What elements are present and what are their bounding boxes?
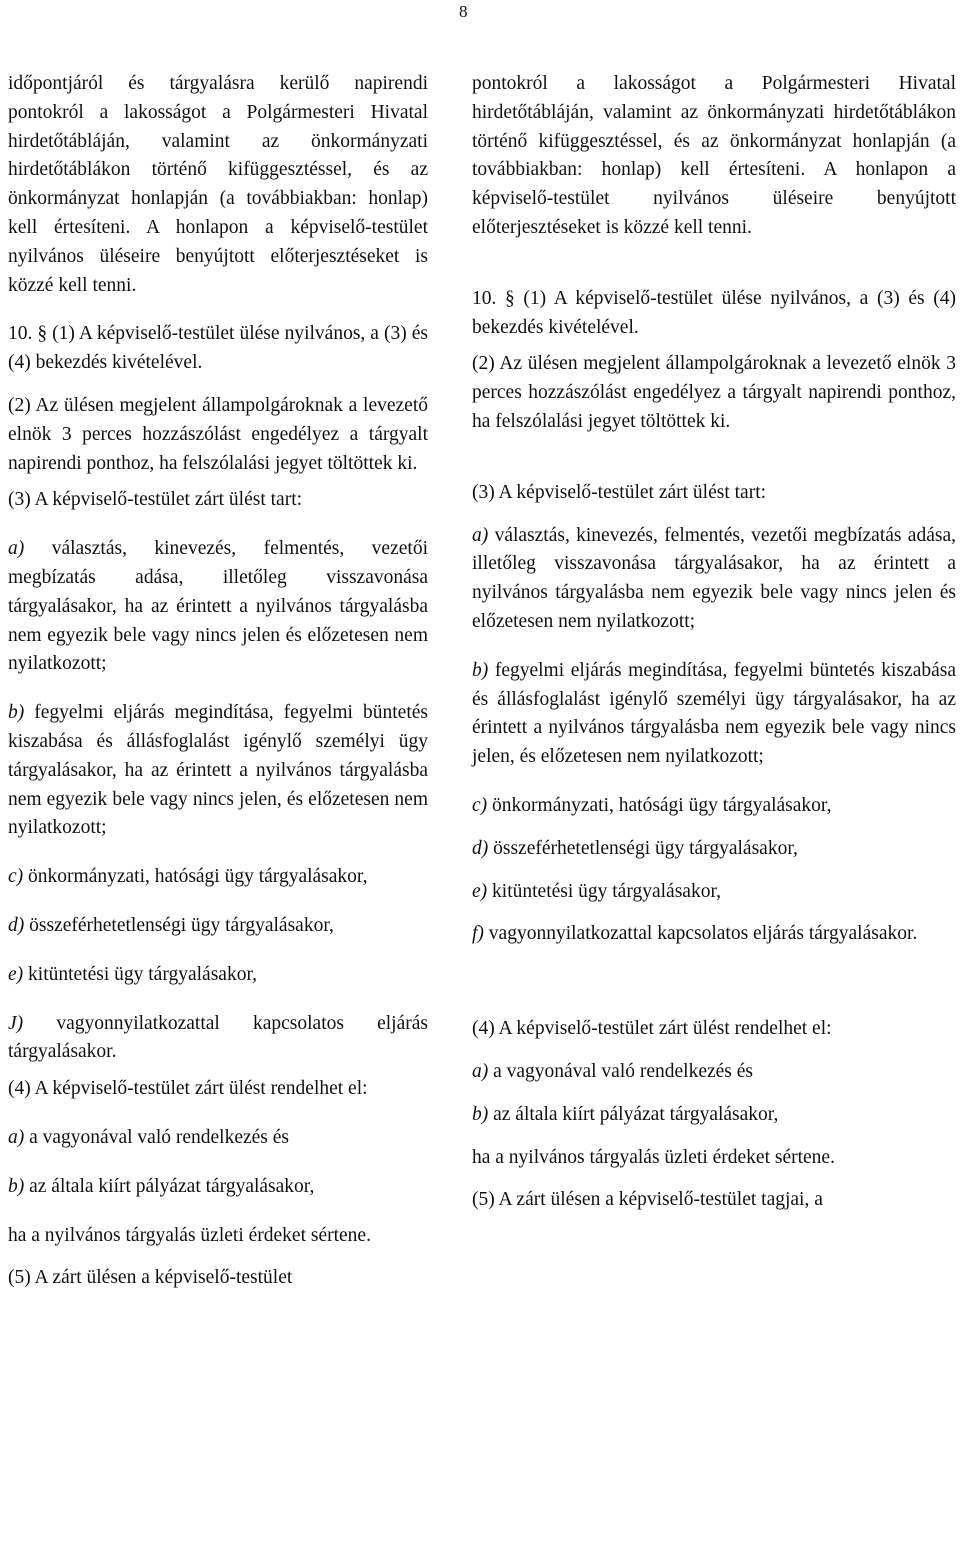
item-text: önkormányzati, hatósági ügy tárgyalásakor, <box>28 866 368 888</box>
list-item-c <box>8 863 428 892</box>
item-text: választás, kinevezés, felmentés, vezetői megbízatás adása, illetőleg visszavonása tárgyalásakor, ha az érintett a nyilvános tárgyalásba nem egyezik bele vagy nincs jelen és előzetesen nem nyilatkozott; <box>8 538 428 675</box>
list-item-f <box>472 920 956 949</box>
item-label: b) <box>472 659 489 681</box>
paragraph-4-item-a <box>472 1058 956 1087</box>
list-item-e <box>8 961 428 990</box>
section-10-paragraph-5: (5) A zárt ülésen a képviselő-testület tagjai, a <box>472 1189 823 1211</box>
item-text: kitüntetési ügy tárgyalásakor, <box>492 880 722 902</box>
item-label: e) <box>472 880 488 902</box>
item-label: f) <box>472 923 484 945</box>
item-label: a) <box>8 538 25 560</box>
item-text: a vagyonával való rendelkezés és <box>493 1060 754 1082</box>
section-10-paragraph-2: (2) Az ülésen megjelent állampolgároknak a levezető elnök 3 perces hozzászólást engedélyez a tárgyalt napirendi ponthoz, ha felszólalási jegyet töltöttek ki. <box>8 394 428 474</box>
item-text: fegyelmi eljárás megindítása, fegyelmi büntetés kiszabása és állásfoglalást igénylő személyi ügy tárgyalásakor, ha az érintett a nyilvános tárgyalásba nem egyezik bele vagy nincs jelen, és előzetesen nem nyilatkozott; <box>8 702 428 839</box>
list-item-j <box>8 1010 428 1068</box>
left-column <box>8 70 428 1293</box>
item-text: önkormányzati, hatósági ügy tárgyalásakor, <box>492 794 832 816</box>
item-text: vagyonnyilatkozattal kapcsolatos eljárás tárgyalásakor. <box>8 1012 428 1063</box>
section-10-paragraph-1: 10. § (1) A képviselő-testület ülése nyilvános, a (3) és (4) bekezdés kivételével. <box>472 287 956 338</box>
item-text: kitüntetési ügy tárgyalásakor, <box>28 963 258 985</box>
item-text: a vagyonával való rendelkezés és <box>29 1126 290 1148</box>
paragraph-4-item-b <box>472 1101 956 1130</box>
section-10-paragraph-3: (3) A képviselő-testület zárt ülést tart: <box>8 489 303 511</box>
list-item-a <box>8 535 428 679</box>
section-10-paragraph-4: (4) A képviselő-testület zárt ülést rendelhet el: <box>8 1078 368 1100</box>
paragraph-4-tail: ha a nyilvános tárgyalás üzleti érdeket sértene. <box>472 1146 835 1168</box>
section-10-paragraph-2: (2) Az ülésen megjelent állampolgároknak a levezető elnök 3 perces hozzászólást engedélyez a tárgyalt napirendi ponthoz, ha felszólalási jegyet töltöttek ki. <box>472 353 956 432</box>
right-column <box>472 70 956 1215</box>
item-label: a) <box>472 524 489 546</box>
list-item-d <box>8 912 428 941</box>
item-label: e) <box>8 963 24 985</box>
list-item-e <box>472 878 956 907</box>
item-label: b) <box>472 1103 489 1125</box>
item-label: b) <box>8 702 25 724</box>
section-10-paragraph-3: (3) A képviselő-testület zárt ülést tart: <box>472 481 767 503</box>
list-item-a <box>472 522 956 637</box>
paragraph-4-item-b <box>8 1173 428 1202</box>
item-label: b) <box>8 1175 25 1197</box>
paragraph-4-item-a <box>8 1124 428 1153</box>
item-label: a) <box>472 1060 489 1082</box>
item-text: összeférhetetlenségi ügy tárgyalásakor, <box>29 914 334 936</box>
page-number: 8 <box>459 2 468 21</box>
item-label: d) <box>8 914 25 936</box>
item-text: fegyelmi eljárás megindítása, fegyelmi büntetés kiszabása és állásfoglalást igénylő személyi ügy tárgyalásakor, ha az érintett a nyilvános tárgyalásba nem egyezik bele vagy nincs jelen, és előzetesen nem nyilatkozott; <box>472 659 957 768</box>
list-item-d <box>472 835 956 864</box>
item-text: az általa kiírt pályázat tárgyalásakor, <box>493 1103 779 1125</box>
item-label: c) <box>472 794 488 816</box>
intro-paragraph: pontokról a lakosságot a Polgármesteri Hivatal hirdetőtábláján, valamint az önkormányzati hirdetőtáblákon történő kifüggesztéssel, és az önkormányzat honlapján (a továbbiakban: honlap) kell értesíteni. A honlapon a képviselő-testület nyilvános üléseire benyújtott előterjesztéseket is közzé kell tenni. <box>472 73 956 238</box>
item-text: az általa kiírt pályázat tárgyalásakor, <box>29 1175 315 1197</box>
intro-paragraph: időpontjáról és tárgyalásra kerülő napirendi pontokról a lakosságot a Polgármesteri Hivatal hirdetőtábláján, valamint az önkormányzati hirdetőtáblákon történő kifüggesztéssel, és az önkormányzat honlapján (a továbbiakban: honlap) kell értesíteni. A honlapon a képviselő-testület nyilvános üléseire benyújtott előterjesztéseket is közzé kell tenni. <box>8 73 428 296</box>
list-item-c <box>472 792 956 821</box>
list-item-b <box>8 699 428 843</box>
item-label: J) <box>8 1012 24 1034</box>
item-text: összeférhetetlenségi ügy tárgyalásakor, <box>493 837 798 859</box>
item-label: c) <box>8 866 24 888</box>
item-text: választás, kinevezés, felmentés, vezetői megbízatás adása, illetőleg visszavonása tárgyalásakor, ha az érintett a nyilvános tárgyalásba nem egyezik bele vagy nincs jelen és előzetesen nem nyilatkozott; <box>472 524 956 632</box>
section-10-paragraph-1: 10. § (1) A képviselő-testület ülése nyilvános, a (3) és (4) bekezdés kivételével. <box>8 323 428 374</box>
item-label: d) <box>472 837 489 859</box>
section-10-paragraph-4: (4) A képviselő-testület zárt ülést rendelhet el: <box>472 1018 832 1040</box>
paragraph-4-tail: ha a nyilvános tárgyalás üzleti érdeket sértene. <box>8 1224 371 1246</box>
list-item-b <box>472 657 956 772</box>
item-label: a) <box>8 1126 25 1148</box>
section-10-paragraph-5: (5) A zárt ülésen a képviselő-testület <box>8 1267 293 1289</box>
item-text: vagyonnyilatkozattal kapcsolatos eljárás tárgyalásakor. <box>488 923 918 945</box>
